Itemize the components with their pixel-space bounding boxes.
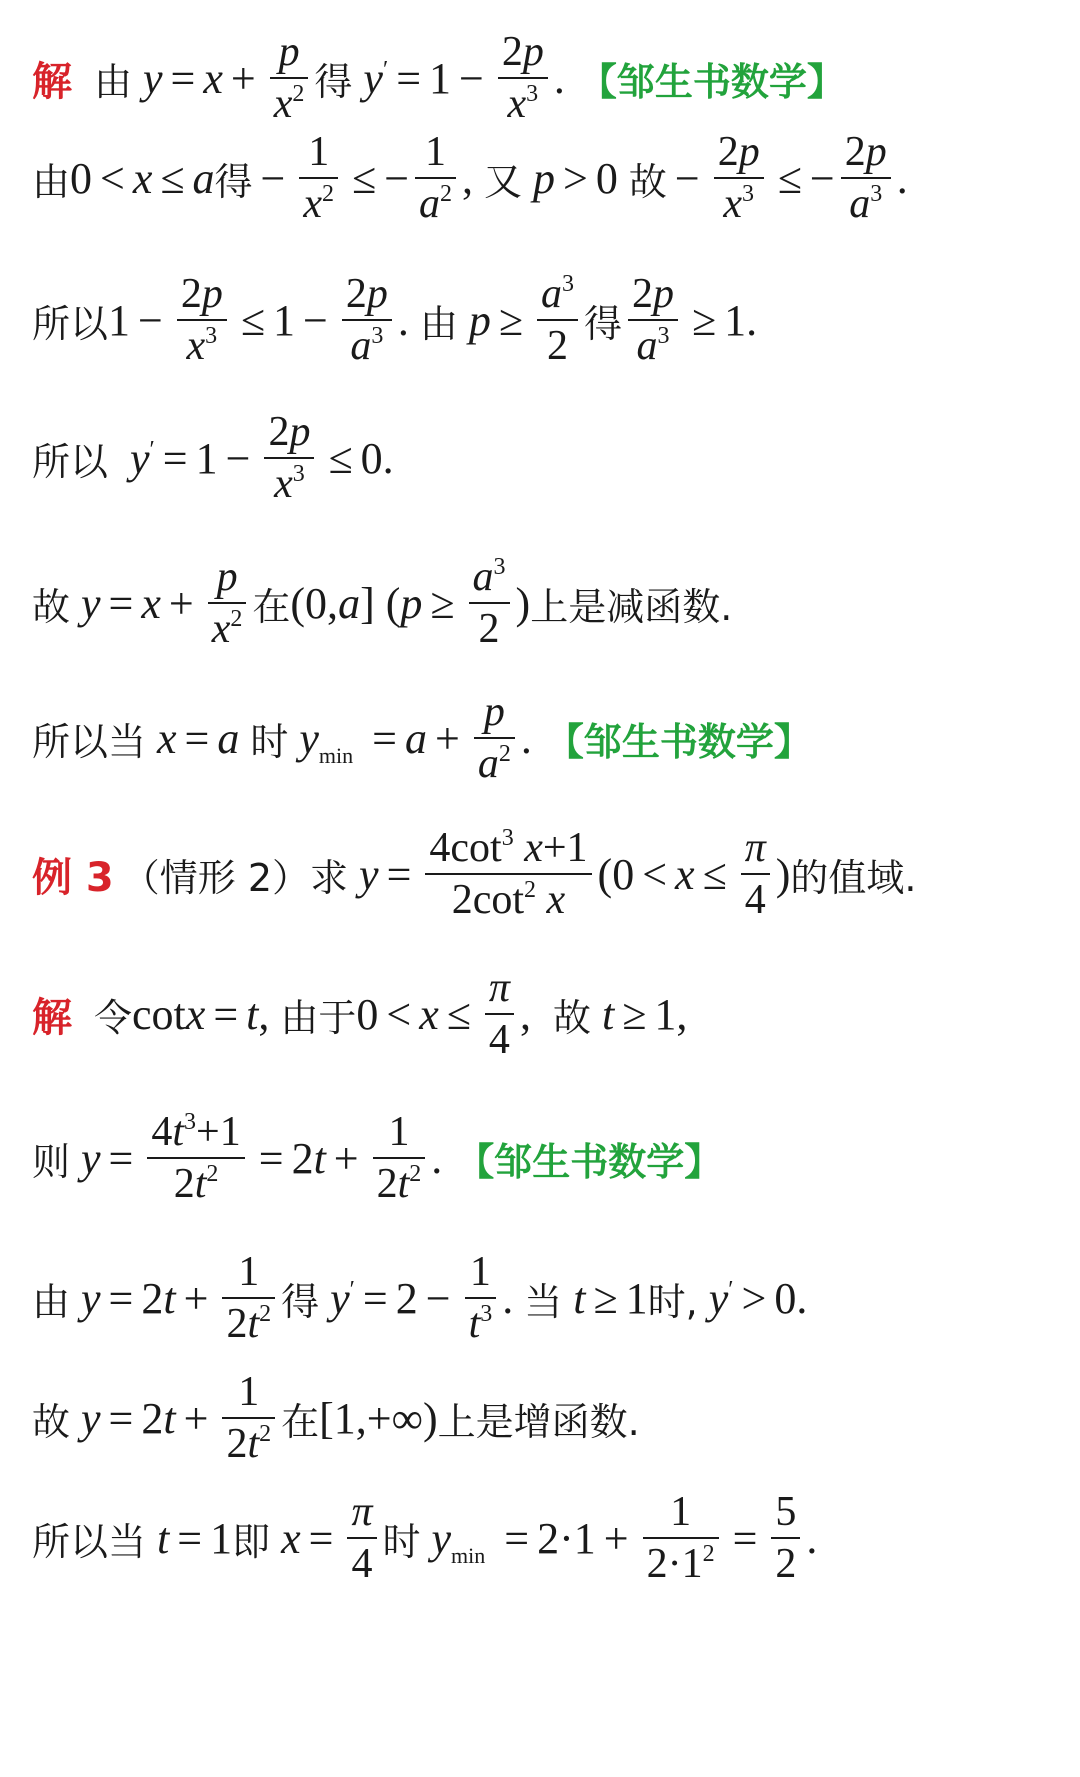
solution-line-12: 所以当 t = 1 即 x = $\frac{\pi}{4}$ 时 $y_{min} = 2\cdot 1$ + $\frac{1}{2\cdot 1^2}$ = $\frac{5}{2}$ .	[32, 1489, 818, 1588]
solution-label: 解	[32, 58, 72, 105]
solution-line-11: 故 y = 2t + $\frac{1}{2t^2}$ 在 [1,+∞) 上是增函数.	[32, 1369, 640, 1468]
solution-line-10: 由 y = 2t + $\frac{1}{2t^2}$ 得 y′ = 2 − $\frac{1}{t^3}$ . 当 t ≥ 1 时, y′ > 0.	[32, 1249, 808, 1348]
solution-line-3: 所以 1 − $\frac{2p}{x^3}$ ≤ 1 − $\frac{2p}{a^3}$ . 由 p ≥ $\frac{a^3}{2}$ 得 $\frac{2p}{a^3}$ ≥ 1.	[32, 271, 758, 370]
brand-tag: 【邹生书数学】	[578, 59, 845, 104]
solution-line-5: 故 y = x + $\frac{p}{x^2}$ 在 (0,a] (p ≥ $\frac{a^3}{2}$ ) 上是减函数.	[32, 554, 733, 653]
solution-line-6: 所以当 x = a 时 $y_{min} = a$ + $\frac{p}{a^2}$ . 【邹生书数学】	[32, 689, 812, 788]
solution-line-9: 则 y = $\frac{4t^3+1}{2t^2}$ = 2t + $\frac{1}{2t^2}$ . 【邹生书数学】	[32, 1109, 723, 1208]
solution-line-1: 解 由 y = x + $\frac{p}{x^2}$ 得 y′ = 1 − $\frac{2p}{x^3}$ . 【邹生书数学】	[32, 29, 845, 128]
example-label: 例 3	[32, 854, 114, 901]
solution-line-8: 解 令 cotx = t, 由于 0 < x ≤ $\frac{\pi}{4}$ , 故 t ≥ 1,	[32, 965, 688, 1064]
brand-tag: 【邹生书数学】	[456, 1139, 723, 1184]
example-3-line: 例 3 （情形 2）求 y = $\frac{4\cot^3 x+1}{2\cot^2 x}$ (0 < x ≤ $\frac{\pi}{4}$ ) 的值域.	[32, 825, 917, 924]
solution-label: 解	[32, 994, 72, 1041]
solution-line-2: 由 0 < x ≤ a 得 − $\frac{1}{x^2}$ ≤ − $\frac{1}{a^2}$ , 又 p > 0 故 − $\frac{2p}{x^3}$ ≤ − $\frac{2p}{a^3}$ .	[32, 129, 908, 228]
brand-tag: 【邹生书数学】	[545, 719, 812, 764]
solution-line-4: 所以 y′ = 1 − $\frac{2p}{x^3}$ ≤ 0.	[32, 409, 394, 508]
